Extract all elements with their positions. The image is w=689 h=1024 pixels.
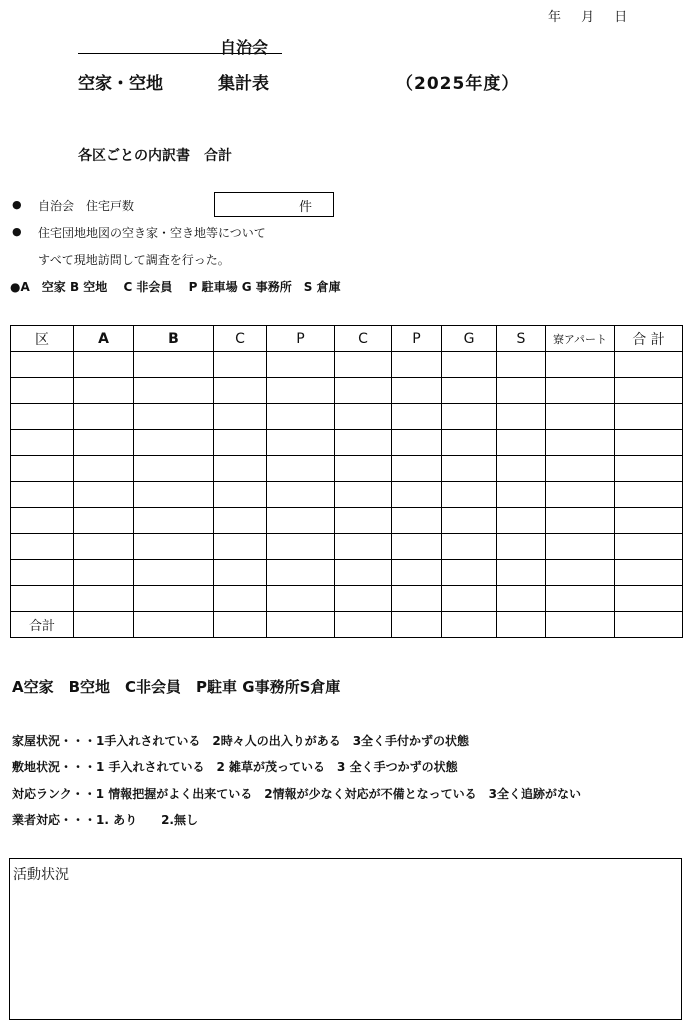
table-cell[interactable] [615,430,683,456]
table-cell[interactable] [392,586,442,612]
legend-bottom: A空家 B空地 C非会員 P駐車 G事務所S倉庫 [12,678,341,696]
table-header-row [11,326,683,352]
table-row [11,560,683,586]
table-cell[interactable] [214,404,267,430]
table-cell[interactable] [134,352,214,378]
table-row [11,378,683,404]
table-cell[interactable] [267,430,335,456]
table-cell[interactable] [267,560,335,586]
table-cell[interactable] [442,560,497,586]
table-cell[interactable] [11,404,74,430]
table-cell[interactable] [335,612,392,638]
table-cell[interactable] [335,482,392,508]
table-cell[interactable] [74,534,134,560]
table-cell[interactable] [267,482,335,508]
table-cell[interactable] [546,612,615,638]
table-cell[interactable] [497,378,546,404]
table-row [11,508,683,534]
table-cell[interactable] [134,404,214,430]
table-cell[interactable] [615,586,683,612]
criteria-house: 家屋状況・・・1手入れされている 2時々人の出入りがある 3全く手付かずの状態 [12,734,470,748]
table-cell[interactable] [497,560,546,586]
table-cell[interactable] [267,378,335,404]
table-cell[interactable] [267,508,335,534]
table-cell[interactable] [497,404,546,430]
col-header-b: B [134,326,214,352]
table-cell[interactable] [392,534,442,560]
col-header-total: 合 計 [615,326,683,352]
table-row [11,534,683,560]
table-cell[interactable] [11,430,74,456]
household-count-field[interactable] [214,192,334,217]
table-cell[interactable] [134,482,214,508]
activity-box[interactable] [9,858,682,1020]
table-cell[interactable] [214,508,267,534]
table-cell[interactable] [335,352,392,378]
table-cell[interactable] [546,586,615,612]
table-cell[interactable] [442,482,497,508]
col-header-c2: C [335,326,392,352]
table-cell[interactable] [267,456,335,482]
criteria-land: 敷地状況・・・1 手入れされている 2 雑草が茂っている 3 全く手つかずの状態 [12,760,458,774]
criteria-contractor: 業者対応・・・1. あり 2.無し [12,813,198,827]
summary-table [10,325,683,638]
table-cell[interactable] [615,378,683,404]
bullet-icon: ● [12,198,22,211]
section-heading: 各区ごとの内訳書 合計 [78,148,232,164]
table-cell[interactable] [392,612,442,638]
table-cell[interactable] [442,430,497,456]
table-cell[interactable] [214,534,267,560]
table-cell[interactable] [442,352,497,378]
table-cell[interactable] [335,456,392,482]
table-cell[interactable] [335,508,392,534]
table-cell[interactable] [392,378,442,404]
col-header-c: C [214,326,267,352]
table-cell[interactable] [74,560,134,586]
table-cell[interactable] [442,404,497,430]
table-cell[interactable] [546,482,615,508]
table-cell[interactable] [214,586,267,612]
table-cell[interactable] [74,508,134,534]
table-cell[interactable] [392,508,442,534]
table-cell[interactable] [214,612,267,638]
table-cell[interactable] [497,352,546,378]
table-cell[interactable] [546,560,615,586]
table-cell[interactable] [267,404,335,430]
col-header-a: A [74,326,134,352]
survey-note-line1: 住宅団地地図の空き家・空き地等について [38,226,266,240]
table-cell[interactable] [546,456,615,482]
table-cell[interactable] [497,612,546,638]
table-cell[interactable] [442,378,497,404]
table-cell[interactable] [134,508,214,534]
table-cell[interactable] [11,482,74,508]
table-cell[interactable] [74,612,134,638]
col-header-district: 区 [11,326,74,352]
table-cell[interactable] [134,430,214,456]
table-cell[interactable] [392,430,442,456]
table-cell[interactable] [392,352,442,378]
col-header-g: G [442,326,497,352]
table-cell[interactable] [214,430,267,456]
table-cell[interactable] [11,560,74,586]
table-row [11,586,683,612]
table-cell[interactable] [267,534,335,560]
table-cell[interactable] [74,404,134,430]
legend-top-text: A 空家 B 空地 C 非会員 P 駐車場 G 事務所 S 倉庫 [20,280,341,294]
table-cell[interactable] [615,560,683,586]
table-cell[interactable] [335,586,392,612]
table-cell[interactable] [11,456,74,482]
table-row [11,430,683,456]
table-cell[interactable] [546,430,615,456]
legend-top: ●A 空家 B 空地 C 非会員 P 駐車場 G 事務所 S 倉庫 [10,280,341,294]
table-total-row [11,612,683,638]
table-row [11,404,683,430]
table-cell[interactable] [11,534,74,560]
table-row [11,352,683,378]
table-cell[interactable] [392,482,442,508]
table-cell[interactable] [615,482,683,508]
table-cell[interactable] [442,508,497,534]
table-row [11,456,683,482]
table-cell[interactable] [134,612,214,638]
table-cell[interactable] [615,352,683,378]
table-cell[interactable] [615,404,683,430]
bullet-icon: ● [12,225,22,238]
table-cell[interactable] [442,534,497,560]
col-header-p2: P [392,326,442,352]
table-cell[interactable] [11,378,74,404]
table-cell[interactable] [214,482,267,508]
title-main: 空家・空地 [78,74,163,94]
title-year: （2025年度） [396,74,520,94]
survey-note-line2: すべて現地訪問して調査を行った。 [38,253,230,267]
table-cell[interactable] [442,612,497,638]
table-cell[interactable] [497,508,546,534]
table-cell[interactable] [615,534,683,560]
table-cell[interactable] [335,430,392,456]
table-cell[interactable] [392,560,442,586]
table-cell[interactable] [546,508,615,534]
table-cell[interactable] [546,352,615,378]
table-cell[interactable] [74,482,134,508]
col-header-dorm: 寮アパート [546,326,615,352]
table-cell[interactable] [497,456,546,482]
table-cell[interactable] [546,378,615,404]
table-cell[interactable] [615,508,683,534]
association-title: 自治会 [220,38,269,57]
table-cell[interactable] [214,456,267,482]
criteria-rank: 対応ランク・・1 情報把握がよく出来ている 2情報が少なく対応が不備となっている 3全く追跡がない [12,787,581,801]
household-label: 自治会 住宅戸数 [38,199,135,213]
title-summary: 集計表 [218,74,269,94]
table-cell[interactable] [392,456,442,482]
table-cell[interactable] [335,378,392,404]
table-row [11,482,683,508]
table-cell[interactable] [74,378,134,404]
table-cell[interactable] [335,560,392,586]
table-cell[interactable] [134,586,214,612]
table-cell[interactable] [497,586,546,612]
table-cell[interactable] [134,560,214,586]
table-cell[interactable] [214,352,267,378]
household-unit: 件 [299,200,313,215]
table-cell[interactable] [74,456,134,482]
table-cell[interactable] [74,430,134,456]
table-cell[interactable] [214,378,267,404]
table-cell[interactable] [134,378,214,404]
table-cell[interactable] [11,586,74,612]
col-header-s: S [497,326,546,352]
table-cell[interactable] [497,430,546,456]
table-cell[interactable] [442,586,497,612]
table-cell[interactable] [267,586,335,612]
activity-label: 活動状況 [13,867,69,883]
table-cell[interactable] [134,456,214,482]
table-cell[interactable] [214,560,267,586]
table-cell[interactable] [335,404,392,430]
table-cell[interactable] [11,508,74,534]
date-line: 年 月 日 [548,10,629,25]
table-cell[interactable] [497,482,546,508]
table-cell[interactable] [267,352,335,378]
table-cell[interactable] [392,404,442,430]
table-cell[interactable] [335,534,392,560]
total-label: 合計 [11,612,74,638]
table-cell[interactable] [546,404,615,430]
table-cell[interactable] [134,534,214,560]
table-cell[interactable] [11,352,74,378]
table-cell[interactable] [74,352,134,378]
table-cell[interactable] [497,534,546,560]
table-cell[interactable] [546,534,615,560]
table-cell[interactable] [615,612,683,638]
col-header-p: P [267,326,335,352]
table-cell[interactable] [74,586,134,612]
table-cell[interactable] [267,612,335,638]
table-cell[interactable] [442,456,497,482]
table-cell[interactable] [615,456,683,482]
